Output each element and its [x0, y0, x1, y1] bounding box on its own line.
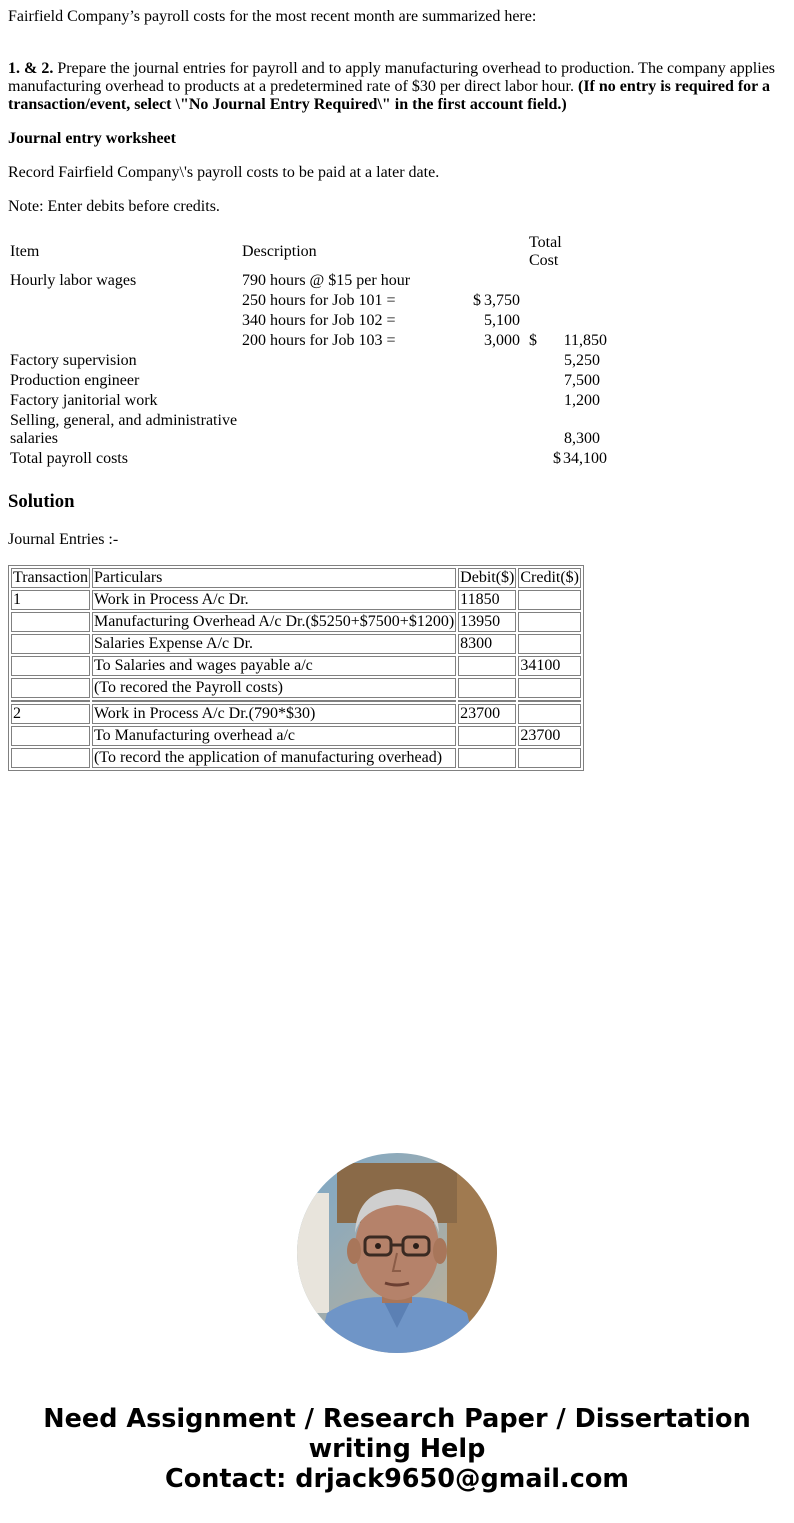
job-102-desc: 340 hours for Job 102 = [242, 312, 396, 329]
header-description: Description [242, 243, 317, 260]
transaction-cell [11, 612, 90, 632]
header-item: Item [10, 243, 40, 260]
total-item: Total payroll costs [10, 450, 128, 467]
credit-cell: 23700 [518, 726, 581, 746]
payroll-summary-table [8, 232, 628, 472]
engineer-item: Production engineer [10, 372, 140, 389]
footer-banner [0, 1404, 794, 1494]
job-101-amount: 3,750 [484, 292, 520, 309]
header-credit: Credit($) [520, 569, 580, 586]
debit-cell [458, 748, 516, 768]
header-transaction: Transaction [13, 569, 88, 586]
hourly-description: 790 hours @ $15 per hour [242, 272, 411, 289]
credit-cell [518, 704, 581, 724]
header-debit: Debit($) [460, 569, 515, 586]
transaction-cell [11, 678, 90, 698]
portrait-illustration [297, 1153, 497, 1353]
separator-cell [11, 700, 90, 702]
sga-item-line1: Selling, general, and administrative [10, 412, 238, 429]
debit-cell: 23700 [458, 704, 516, 724]
particulars-cell: To Manufacturing overhead a/c [92, 726, 456, 746]
engineer-amount: 7,500 [564, 372, 600, 389]
credit-cell [518, 748, 581, 768]
particulars-cell: Salaries Expense A/c Dr. [92, 634, 456, 654]
debit-cell: 11850 [458, 590, 516, 610]
job-103-desc: 200 hours for Job 103 = [242, 332, 396, 349]
janitorial-item: Factory janitorial work [10, 392, 158, 409]
sga-item-line2: salaries [10, 430, 58, 447]
janitorial-amount: 1,200 [564, 392, 600, 409]
debit-cell [458, 678, 516, 698]
table-row [11, 634, 581, 654]
table-row [11, 704, 581, 724]
solution-heading: Solution [8, 491, 75, 512]
worksheet-title: Journal entry worksheet [8, 130, 176, 147]
task-text: Prepare the journal entries for payroll and to apply manufacturing overhead to production. The company applies manufacturing overhead to products at a predetermined rate of $30 per direct labor hour. [8, 60, 776, 95]
table-row [11, 656, 581, 676]
job-101-desc: 250 hours for Job 101 = [242, 292, 396, 309]
credit-cell [518, 678, 581, 698]
debit-cell: 13950 [458, 612, 516, 632]
intro-text: Fairfield Company’s payroll costs for the most recent month are summarized here: [8, 8, 537, 25]
avatar [297, 1153, 497, 1353]
record-instruction: Record Fairfield Company\'s payroll costs to be paid at a later date. [8, 164, 440, 181]
debit-cell [458, 656, 516, 676]
supervision-item: Factory supervision [10, 352, 137, 369]
credit-cell [518, 590, 581, 610]
footer-contact: Contact: drjack9650@gmail.com [165, 1464, 629, 1494]
transaction-cell [11, 726, 90, 746]
debit-cell [458, 726, 516, 746]
job-101-currency: $ [473, 292, 481, 309]
journal-entries-table [8, 565, 584, 771]
particulars-cell: To Salaries and wages payable a/c [92, 656, 456, 676]
job-102-amount: 5,100 [484, 312, 520, 329]
job-103-amount: 3,000 [484, 332, 520, 349]
table-row [11, 590, 581, 610]
transaction-cell [11, 748, 90, 768]
sga-amount: 8,300 [564, 430, 600, 447]
hourly-total-amount: 11,850 [563, 332, 607, 349]
supervision-amount: 5,250 [564, 352, 600, 369]
table-row [11, 748, 581, 768]
hourly-total-currency: $ [529, 332, 537, 349]
header-total-line1: Total [529, 234, 562, 251]
note-text: Note: Enter debits before credits. [8, 198, 220, 215]
table-row [11, 726, 581, 746]
table-row [11, 678, 581, 698]
task-bold-note: (If no entry is required for a transaction/event, select \"No Journal Entry Required\" in the first account field.) [8, 78, 770, 113]
particulars-cell: (To record the application of manufacturing overhead) [92, 748, 456, 768]
debit-cell: 8300 [458, 634, 516, 654]
transaction-cell [11, 656, 90, 676]
total-currency: $ [553, 450, 561, 467]
journal-header-row [11, 568, 581, 588]
journal-entries-label: Journal Entries :- [8, 531, 119, 548]
task-paragraph [8, 60, 786, 114]
particulars-cell: Work in Process A/c Dr.(790*$30) [92, 704, 456, 724]
separator-cell [458, 700, 516, 702]
particulars-cell: (To recored the Payroll costs) [92, 678, 456, 698]
credit-cell [518, 612, 581, 632]
particulars-cell: Work in Process A/c Dr. [92, 590, 456, 610]
separator-cell [92, 700, 456, 702]
separator-cell [518, 700, 581, 702]
footer-line-2: writing Help [308, 1434, 486, 1464]
credit-cell: 34100 [518, 656, 581, 676]
particulars-cell: Manufacturing Overhead A/c Dr.($5250+$7500+$1200) [93, 613, 455, 630]
header-particulars: Particulars [92, 568, 456, 588]
transaction-cell [11, 634, 90, 654]
credit-cell [518, 634, 581, 654]
hourly-item: Hourly labor wages [10, 272, 137, 289]
table-row [11, 612, 581, 632]
header-total-line2: Cost [529, 252, 559, 269]
transaction-cell: 2 [11, 704, 90, 724]
separator-row [11, 700, 581, 702]
transaction-cell: 1 [11, 590, 90, 610]
task-number: 1. & 2. [8, 60, 54, 77]
total-amount: 34,100 [563, 450, 607, 467]
footer-line-1: Need Assignment / Research Paper / Dissertation [43, 1404, 751, 1434]
